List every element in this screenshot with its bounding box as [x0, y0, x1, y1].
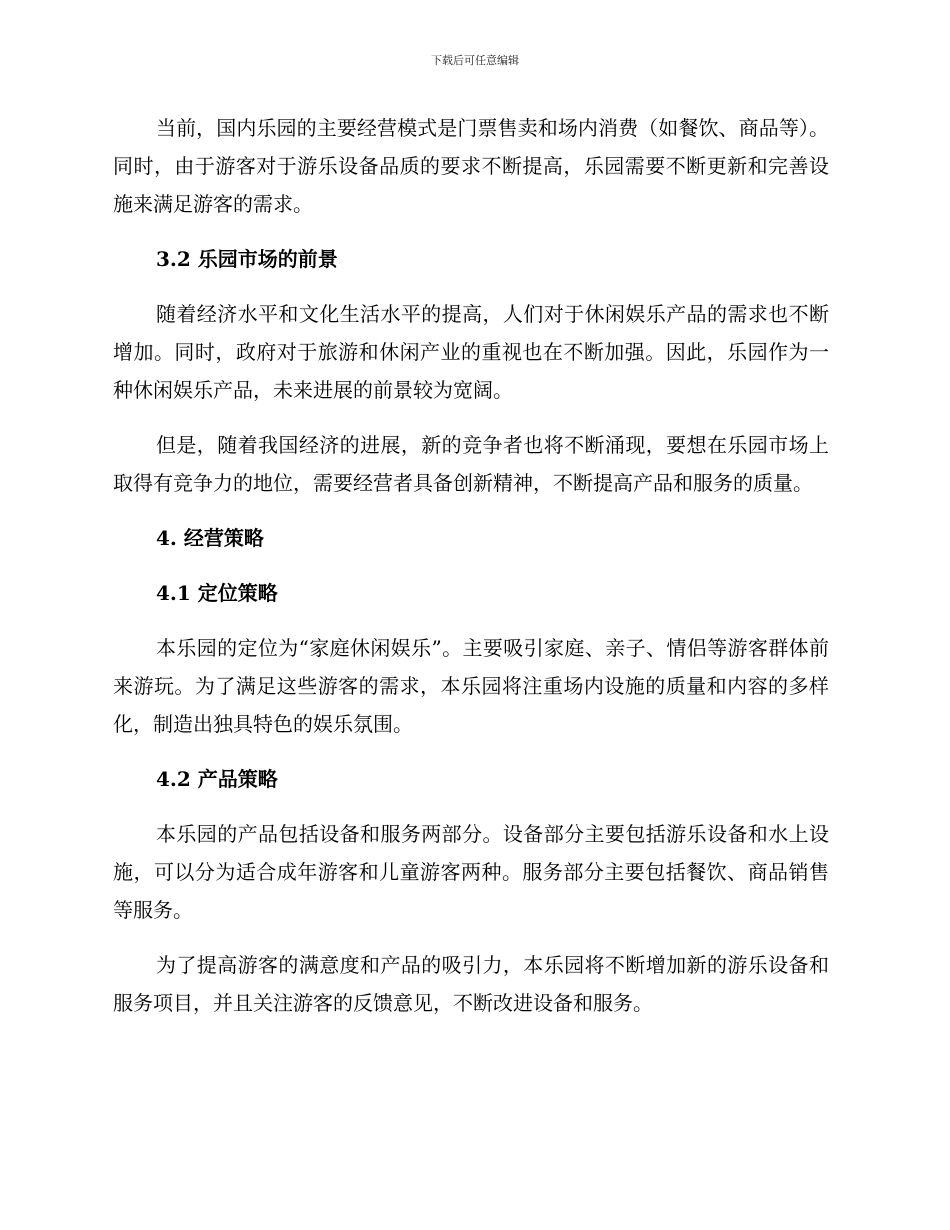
heading-3-2-market-outlook: 3.2 乐园市场的前景	[156, 247, 338, 271]
paragraph-product: 本乐园的产品包括设备和服务两部分。设备部分主要包括游乐设备和水上设施，可以分为适合成年游客和儿童游客两种。服务部分主要包括餐饮、商品销售等服务。	[113, 822, 829, 922]
paragraph-positioning: 本乐园的定位为“家庭休闲娱乐”。主要吸引家庭、亲子、情侣等游客群体前来游玩。为了满足这些游客的需求，本乐园将注重场内设施的质量和内容的多样化，制造出独具特色的娱乐氛围。	[113, 636, 829, 736]
paragraph-competition: 但是，随着我国经济的进展，新的竞争者也将不断涌现，要想在乐园市场上取得有竞争力的地位，需要经营者具备创新精神，不断提高产品和服务的质量。	[113, 433, 829, 495]
heading-4-strategy: 4. 经营策略	[156, 526, 264, 550]
paragraph-business-model: 当前，国内乐园的主要经营模式是门票售卖和场内消费（如餐饮、商品等）。同时，由于游客对于游乐设备品质的要求不断提高，乐园需要不断更新和完善设施来满足游客的需求。	[113, 116, 829, 216]
paragraph-market-outlook: 随着经济水平和文化生活水平的提高，人们对于休闲娱乐产品的需求也不断增加。同时，政府对于旅游和休闲产业的重视也在不断加强。因此，乐园作为一种休闲娱乐产品，未来进展的前景较为宽阔。	[113, 302, 829, 402]
page-header-note: 下载后可任意编辑	[431, 54, 519, 67]
heading-4-2-product: 4.2 产品策略	[156, 767, 278, 791]
document-body	[113, 109, 829, 1022]
paragraph-improvement: 为了提高游客的满意度和产品的吸引力，本乐园将不断增加新的游乐设备和服务项目，并且关注游客的反馈意见，不断改进设备和服务。	[113, 953, 829, 1015]
heading-4-1-positioning: 4.1 定位策略	[156, 581, 278, 605]
